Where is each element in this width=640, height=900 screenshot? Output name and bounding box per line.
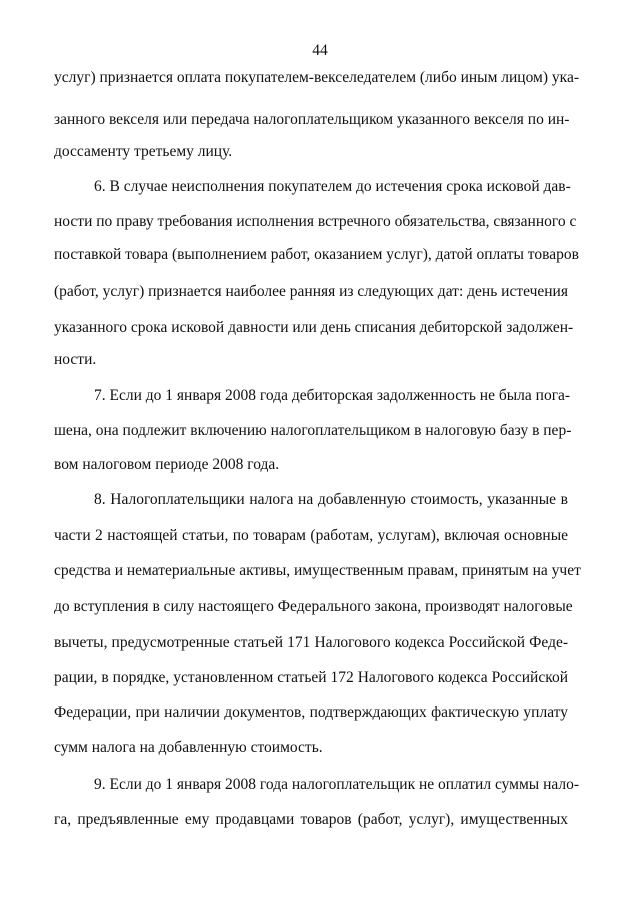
text-line: сумм налога на добавленную стоимость.	[54, 739, 323, 756]
text-line: (работ, услуг) признается наиболее ранняя из следующих дат: день истечения	[54, 283, 568, 300]
text-line: 7. Если до 1 января 2008 года дебиторская задолженность не была пога-	[94, 387, 571, 404]
text-line: указанного срока исковой давности или день списания дебиторской задолжен-	[54, 319, 574, 336]
text-line: занного векселя или передача налогоплательщиком указанного векселя по ин-	[54, 111, 570, 128]
text-line: доссаменту третьему лицу.	[54, 143, 233, 160]
text-line: вом налоговом периоде 2008 года.	[54, 456, 280, 473]
text-line: вычеты, предусмотренные статьей 171 Налогового кодекса Российской Феде-	[54, 634, 568, 651]
text-line: ности.	[54, 351, 97, 368]
text-line: га, предъявленные ему продавцами товаров (работ, услуг), имущественных	[54, 811, 568, 828]
text-line: 6. В случае неисполнения покупателем до истечения срока исковой дав-	[94, 178, 571, 195]
text-line: Федерации, при наличии документов, подтверждающих фактическую уплату	[54, 704, 568, 721]
text-line: средства и нематериальные активы, имущественным правам, принятым на учет	[54, 562, 581, 579]
text-line: до вступления в силу настоящего Федерального закона, производят налоговые	[54, 598, 573, 615]
text-line: рации, в порядке, установленном статьей 172 Налогового кодекса Российской	[54, 669, 568, 686]
text-line: шена, она подлежит включению налогоплательщиком в налоговую базу в пер-	[54, 422, 572, 439]
text-line: 8. Налогоплательщики налога на добавленную стоимость, указанные в	[94, 491, 568, 508]
text-line: услуг) признается оплата покупателем-векселедателем (либо иным лицом) ука-	[54, 69, 579, 86]
text-line: части 2 настоящей статьи, по товарам (работам, услугам), включая основные	[54, 527, 568, 544]
page-number: 44	[312, 42, 328, 59]
text-line: ности по праву требования исполнения встречного обязательства, связанного с	[54, 213, 577, 230]
text-line: поставкой товара (выполнением работ, оказанием услуг), датой оплаты товаров	[54, 246, 579, 263]
text-line: 9. Если до 1 января 2008 года налогоплательщик не оплатил суммы нало-	[94, 776, 580, 793]
